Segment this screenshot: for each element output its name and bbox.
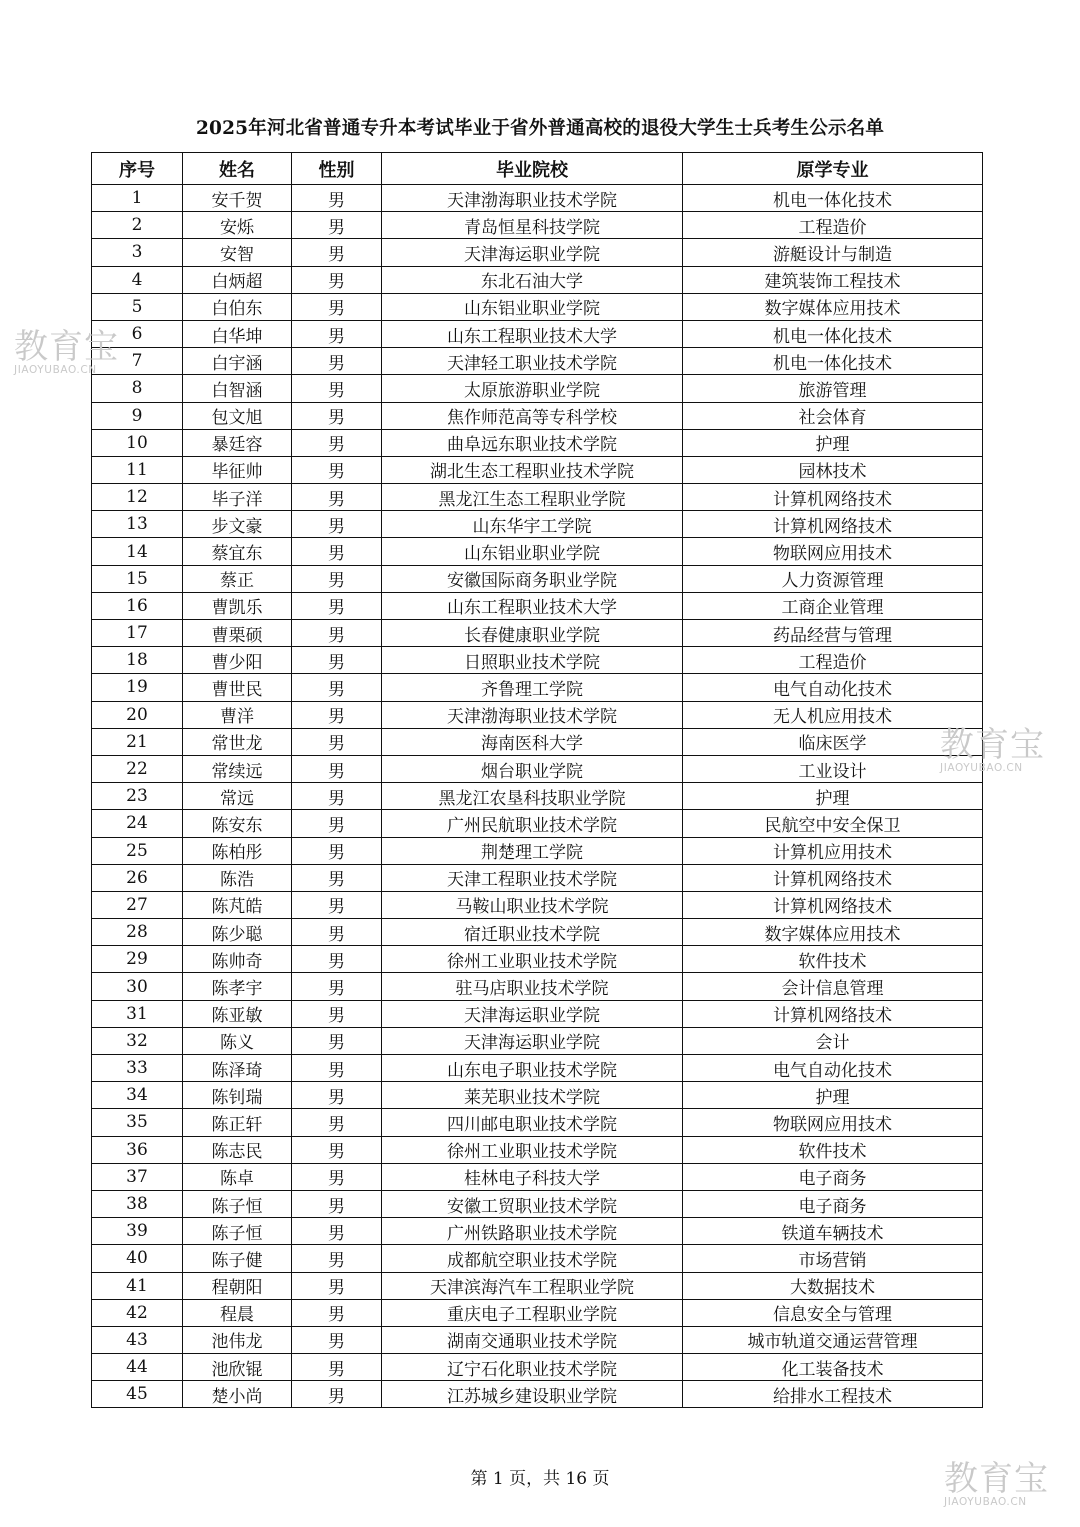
cell-index: 25	[92, 837, 183, 864]
cell-gender: 男	[292, 348, 382, 375]
cell-index: 26	[92, 864, 183, 891]
cell-gender: 男	[292, 185, 382, 212]
cell-gender: 男	[292, 728, 382, 755]
cell-major: 民航空中安全保卫	[683, 810, 983, 837]
cell-school: 天津轻工职业技术学院	[382, 348, 683, 375]
cell-name: 池欣锟	[183, 1354, 292, 1381]
cell-school: 徐州工业职业技术学院	[382, 1136, 683, 1163]
cell-major: 计算机网络技术	[683, 891, 983, 918]
table-row	[92, 1055, 983, 1082]
cell-school: 四川邮电职业技术学院	[382, 1109, 683, 1136]
cell-name: 包文旭	[183, 402, 292, 429]
table-row	[92, 1027, 983, 1054]
cell-school: 东北石油大学	[382, 266, 683, 293]
cell-name: 曹栗硕	[183, 620, 292, 647]
table-row	[92, 266, 983, 293]
cell-index: 45	[92, 1381, 183, 1408]
table-body	[92, 185, 983, 1408]
cell-school: 山东电子职业技术学院	[382, 1055, 683, 1082]
cell-major: 计算机网络技术	[683, 864, 983, 891]
watermark-brand: 教育宝	[940, 725, 1045, 765]
cell-gender: 男	[292, 674, 382, 701]
table-row	[92, 864, 983, 891]
column-header-school: 毕业院校	[382, 153, 683, 185]
cell-index: 21	[92, 728, 183, 755]
cell-school: 天津海运职业学院	[382, 1000, 683, 1027]
cell-major: 计算机应用技术	[683, 837, 983, 864]
cell-index: 1	[92, 185, 183, 212]
watermark-brand: 教育宝	[14, 327, 119, 367]
cell-index: 40	[92, 1245, 183, 1272]
cell-gender: 男	[292, 946, 382, 973]
cell-school: 青岛恒星科技学院	[382, 212, 683, 239]
table-row	[92, 293, 983, 320]
cell-index: 20	[92, 701, 183, 728]
table-row	[92, 891, 983, 918]
cell-major: 机电一体化技术	[683, 185, 983, 212]
cell-school: 安徽国际商务职业学院	[382, 565, 683, 592]
cell-school: 山东铝业职业学院	[382, 293, 683, 320]
cell-index: 13	[92, 511, 183, 538]
table-row	[92, 701, 983, 728]
cell-gender: 男	[292, 783, 382, 810]
cell-gender: 男	[292, 1326, 382, 1353]
cell-school: 安徽工贸职业技术学院	[382, 1190, 683, 1217]
cell-name: 安烁	[183, 212, 292, 239]
watermark-domain: JIAOYUBAO.CN	[940, 762, 1023, 774]
cell-gender: 男	[292, 755, 382, 782]
column-header-major: 原学专业	[683, 153, 983, 185]
cell-gender: 男	[292, 320, 382, 347]
cell-school: 太原旅游职业学院	[382, 375, 683, 402]
cell-school: 海南医科大学	[382, 728, 683, 755]
cell-major: 软件技术	[683, 1136, 983, 1163]
table-row	[92, 402, 983, 429]
table-row	[92, 320, 983, 347]
table-row	[92, 565, 983, 592]
table-row	[92, 484, 983, 511]
cell-school: 广州铁路职业技术学院	[382, 1218, 683, 1245]
table-row	[92, 1354, 983, 1381]
cell-major: 大数据技术	[683, 1272, 983, 1299]
table-row	[92, 674, 983, 701]
cell-name: 池伟龙	[183, 1326, 292, 1353]
cell-index: 5	[92, 293, 183, 320]
cell-school: 烟台职业学院	[382, 755, 683, 782]
table-row	[92, 185, 983, 212]
cell-school: 宿迁职业技术学院	[382, 919, 683, 946]
cell-gender: 男	[292, 239, 382, 266]
cell-index: 23	[92, 783, 183, 810]
cell-gender: 男	[292, 212, 382, 239]
cell-index: 41	[92, 1272, 183, 1299]
cell-major: 市场营销	[683, 1245, 983, 1272]
cell-name: 陈帅奇	[183, 946, 292, 973]
cell-school: 天津海运职业学院	[382, 239, 683, 266]
cell-name: 暴廷容	[183, 429, 292, 456]
table-row	[92, 1190, 983, 1217]
cell-index: 16	[92, 592, 183, 619]
cell-school: 日照职业技术学院	[382, 647, 683, 674]
cell-index: 18	[92, 647, 183, 674]
cell-index: 7	[92, 348, 183, 375]
cell-index: 29	[92, 946, 183, 973]
cell-gender: 男	[292, 1218, 382, 1245]
cell-school: 齐鲁理工学院	[382, 674, 683, 701]
cell-name: 陈柏彤	[183, 837, 292, 864]
cell-major: 护理	[683, 429, 983, 456]
cell-gender: 男	[292, 538, 382, 565]
cell-school: 广州民航职业技术学院	[382, 810, 683, 837]
cell-index: 11	[92, 456, 183, 483]
cell-index: 17	[92, 620, 183, 647]
cell-name: 常远	[183, 783, 292, 810]
cell-gender: 男	[292, 891, 382, 918]
cell-major: 计算机网络技术	[683, 511, 983, 538]
cell-name: 白炳超	[183, 266, 292, 293]
table-row	[92, 456, 983, 483]
cell-school: 天津渤海职业技术学院	[382, 701, 683, 728]
cell-gender: 男	[292, 1109, 382, 1136]
cell-gender: 男	[292, 864, 382, 891]
cell-index: 36	[92, 1136, 183, 1163]
cell-school: 辽宁石化职业技术学院	[382, 1354, 683, 1381]
cell-major: 工程造价	[683, 212, 983, 239]
cell-major: 计算机网络技术	[683, 484, 983, 511]
cell-index: 31	[92, 1000, 183, 1027]
cell-major: 游艇设计与制造	[683, 239, 983, 266]
cell-major: 药品经营与管理	[683, 620, 983, 647]
table-row	[92, 1381, 983, 1408]
cell-name: 曹洋	[183, 701, 292, 728]
cell-gender: 男	[292, 266, 382, 293]
watermark-right-middle	[940, 725, 1045, 774]
cell-name: 陈正轩	[183, 1109, 292, 1136]
cell-major: 数字媒体应用技术	[683, 293, 983, 320]
cell-name: 陈子健	[183, 1245, 292, 1272]
cell-index: 15	[92, 565, 183, 592]
cell-major: 给排水工程技术	[683, 1381, 983, 1408]
cell-major: 人力资源管理	[683, 565, 983, 592]
cell-name: 蔡宜东	[183, 538, 292, 565]
cell-major: 软件技术	[683, 946, 983, 973]
cell-name: 步文豪	[183, 511, 292, 538]
cell-gender: 男	[292, 456, 382, 483]
cell-gender: 男	[292, 810, 382, 837]
cell-index: 42	[92, 1299, 183, 1326]
cell-gender: 男	[292, 837, 382, 864]
cell-name: 陈志民	[183, 1136, 292, 1163]
cell-name: 陈孝宇	[183, 973, 292, 1000]
cell-index: 34	[92, 1082, 183, 1109]
cell-school: 黑龙江农垦科技职业学院	[382, 783, 683, 810]
watermark-left	[14, 327, 119, 376]
cell-index: 9	[92, 402, 183, 429]
table-row	[92, 1272, 983, 1299]
cell-index: 27	[92, 891, 183, 918]
table-row	[92, 1245, 983, 1272]
cell-major: 物联网应用技术	[683, 1109, 983, 1136]
cell-school: 黑龙江生态工程职业学院	[382, 484, 683, 511]
cell-school: 长春健康职业学院	[382, 620, 683, 647]
table-row	[92, 1299, 983, 1326]
cell-major: 旅游管理	[683, 375, 983, 402]
table-row	[92, 429, 983, 456]
table-row	[92, 620, 983, 647]
cell-name: 陈卓	[183, 1163, 292, 1190]
cell-name: 陈义	[183, 1027, 292, 1054]
cell-index: 38	[92, 1190, 183, 1217]
table-row	[92, 375, 983, 402]
table-header-row	[92, 153, 983, 185]
cell-name: 毕子洋	[183, 484, 292, 511]
table-row	[92, 212, 983, 239]
cell-major: 电气自动化技术	[683, 674, 983, 701]
table-row	[92, 919, 983, 946]
cell-major: 社会体育	[683, 402, 983, 429]
cell-gender: 男	[292, 919, 382, 946]
cell-major: 建筑装饰工程技术	[683, 266, 983, 293]
cell-name: 常世龙	[183, 728, 292, 755]
cell-gender: 男	[292, 1000, 382, 1027]
column-header-gender: 性别	[292, 153, 382, 185]
cell-major: 机电一体化技术	[683, 320, 983, 347]
cell-school: 湖北生态工程职业技术学院	[382, 456, 683, 483]
cell-school: 成都航空职业技术学院	[382, 1245, 683, 1272]
cell-name: 陈钊瑞	[183, 1082, 292, 1109]
cell-gender: 男	[292, 565, 382, 592]
cell-major: 工业设计	[683, 755, 983, 782]
cell-gender: 男	[292, 484, 382, 511]
cell-major: 会计信息管理	[683, 973, 983, 1000]
cell-name: 曹凯乐	[183, 592, 292, 619]
cell-index: 6	[92, 320, 183, 347]
cell-index: 3	[92, 239, 183, 266]
table-row	[92, 239, 983, 266]
table-row	[92, 1109, 983, 1136]
table-row	[92, 810, 983, 837]
cell-index: 8	[92, 375, 183, 402]
cell-gender: 男	[292, 375, 382, 402]
cell-index: 4	[92, 266, 183, 293]
cell-gender: 男	[292, 647, 382, 674]
cell-school: 荆楚理工学院	[382, 837, 683, 864]
cell-name: 毕征帅	[183, 456, 292, 483]
cell-school: 山东工程职业技术大学	[382, 592, 683, 619]
column-header-name: 姓名	[183, 153, 292, 185]
cell-major: 电气自动化技术	[683, 1055, 983, 1082]
cell-name: 白宇涵	[183, 348, 292, 375]
table-row	[92, 1000, 983, 1027]
cell-index: 28	[92, 919, 183, 946]
cell-school: 天津滨海汽车工程职业学院	[382, 1272, 683, 1299]
watermark-right-bottom	[944, 1459, 1049, 1508]
cell-school: 焦作师范高等专科学校	[382, 402, 683, 429]
cell-index: 32	[92, 1027, 183, 1054]
cell-school: 山东华宇工学院	[382, 511, 683, 538]
cell-major: 数字媒体应用技术	[683, 919, 983, 946]
table-row	[92, 1136, 983, 1163]
cell-major: 会计	[683, 1027, 983, 1054]
cell-school: 马鞍山职业技术学院	[382, 891, 683, 918]
cell-gender: 男	[292, 1381, 382, 1408]
cell-major: 电子商务	[683, 1190, 983, 1217]
cell-name: 陈少聪	[183, 919, 292, 946]
cell-major: 工商企业管理	[683, 592, 983, 619]
cell-index: 44	[92, 1354, 183, 1381]
cell-school: 天津海运职业学院	[382, 1027, 683, 1054]
cell-name: 蔡正	[183, 565, 292, 592]
cell-gender: 男	[292, 1245, 382, 1272]
cell-name: 安智	[183, 239, 292, 266]
table-row	[92, 538, 983, 565]
cell-index: 43	[92, 1326, 183, 1353]
cell-name: 程晨	[183, 1299, 292, 1326]
cell-school: 天津工程职业技术学院	[382, 864, 683, 891]
table-row	[92, 755, 983, 782]
table-row	[92, 511, 983, 538]
cell-name: 常续远	[183, 755, 292, 782]
cell-school: 江苏城乡建设职业学院	[382, 1381, 683, 1408]
table-row	[92, 837, 983, 864]
cell-index: 2	[92, 212, 183, 239]
watermark-domain: JIAOYUBAO.CN	[944, 1496, 1027, 1508]
cell-major: 园林技术	[683, 456, 983, 483]
cell-school: 徐州工业职业技术学院	[382, 946, 683, 973]
cell-gender: 男	[292, 1354, 382, 1381]
cell-school: 桂林电子科技大学	[382, 1163, 683, 1190]
cell-major: 工程造价	[683, 647, 983, 674]
cell-index: 35	[92, 1109, 183, 1136]
cell-name: 曹世民	[183, 674, 292, 701]
cell-name: 楚小尚	[183, 1381, 292, 1408]
cell-gender: 男	[292, 1272, 382, 1299]
cell-name: 安千贺	[183, 185, 292, 212]
table-row	[92, 728, 983, 755]
cell-gender: 男	[292, 701, 382, 728]
table-row	[92, 1326, 983, 1353]
roster-table	[91, 152, 983, 1408]
cell-school: 莱芜职业技术学院	[382, 1082, 683, 1109]
table-row	[92, 946, 983, 973]
cell-name: 陈子恒	[183, 1190, 292, 1217]
cell-major: 信息安全与管理	[683, 1299, 983, 1326]
cell-major: 化工装备技术	[683, 1354, 983, 1381]
cell-index: 19	[92, 674, 183, 701]
cell-gender: 男	[292, 1163, 382, 1190]
cell-index: 22	[92, 755, 183, 782]
cell-name: 陈安东	[183, 810, 292, 837]
cell-major: 城市轨道交通运营管理	[683, 1326, 983, 1353]
cell-name: 白伯东	[183, 293, 292, 320]
cell-school: 曲阜远东职业技术学院	[382, 429, 683, 456]
cell-major: 铁道车辆技术	[683, 1218, 983, 1245]
cell-school: 山东铝业职业学院	[382, 538, 683, 565]
cell-name: 程朝阳	[183, 1272, 292, 1299]
cell-index: 39	[92, 1218, 183, 1245]
cell-name: 曹少阳	[183, 647, 292, 674]
cell-gender: 男	[292, 293, 382, 320]
cell-major: 电子商务	[683, 1163, 983, 1190]
cell-school: 重庆电子工程职业学院	[382, 1299, 683, 1326]
column-header-index: 序号	[92, 153, 183, 185]
cell-index: 24	[92, 810, 183, 837]
cell-name: 陈子恒	[183, 1218, 292, 1245]
watermark-domain: JIAOYUBAO.CN	[14, 364, 97, 376]
table-row	[92, 973, 983, 1000]
cell-major: 护理	[683, 1082, 983, 1109]
cell-gender: 男	[292, 1055, 382, 1082]
table-row	[92, 647, 983, 674]
table-row	[92, 592, 983, 619]
cell-index: 10	[92, 429, 183, 456]
cell-name: 白华坤	[183, 320, 292, 347]
cell-gender: 男	[292, 1027, 382, 1054]
cell-name: 陈芃皓	[183, 891, 292, 918]
cell-index: 37	[92, 1163, 183, 1190]
cell-gender: 男	[292, 1299, 382, 1326]
cell-gender: 男	[292, 620, 382, 647]
cell-gender: 男	[292, 511, 382, 538]
cell-major: 无人机应用技术	[683, 701, 983, 728]
cell-name: 陈浩	[183, 864, 292, 891]
cell-school: 驻马店职业技术学院	[382, 973, 683, 1000]
cell-index: 33	[92, 1055, 183, 1082]
cell-major: 机电一体化技术	[683, 348, 983, 375]
cell-gender: 男	[292, 1082, 382, 1109]
cell-name: 白智涵	[183, 375, 292, 402]
cell-gender: 男	[292, 592, 382, 619]
cell-major: 计算机网络技术	[683, 1000, 983, 1027]
table-row	[92, 1218, 983, 1245]
cell-gender: 男	[292, 1190, 382, 1217]
cell-gender: 男	[292, 1136, 382, 1163]
watermark-brand: 教育宝	[944, 1459, 1049, 1499]
cell-gender: 男	[292, 973, 382, 1000]
table-row	[92, 348, 983, 375]
cell-major: 临床医学	[683, 728, 983, 755]
document-title: 2025年河北省普通专升本考试毕业于省外普通高校的退役大学生士兵考生公示名单	[195, 118, 885, 139]
page-footer: 第 1 页，共 16 页	[470, 1469, 610, 1489]
table-row	[92, 1163, 983, 1190]
cell-index: 12	[92, 484, 183, 511]
table-row	[92, 1082, 983, 1109]
cell-major: 护理	[683, 783, 983, 810]
cell-gender: 男	[292, 402, 382, 429]
cell-school: 湖南交通职业技术学院	[382, 1326, 683, 1353]
cell-school: 天津渤海职业技术学院	[382, 185, 683, 212]
cell-name: 陈亚敏	[183, 1000, 292, 1027]
cell-index: 14	[92, 538, 183, 565]
cell-school: 山东工程职业技术大学	[382, 320, 683, 347]
cell-name: 陈泽琦	[183, 1055, 292, 1082]
cell-major: 物联网应用技术	[683, 538, 983, 565]
cell-index: 30	[92, 973, 183, 1000]
cell-gender: 男	[292, 429, 382, 456]
table-row	[92, 783, 983, 810]
